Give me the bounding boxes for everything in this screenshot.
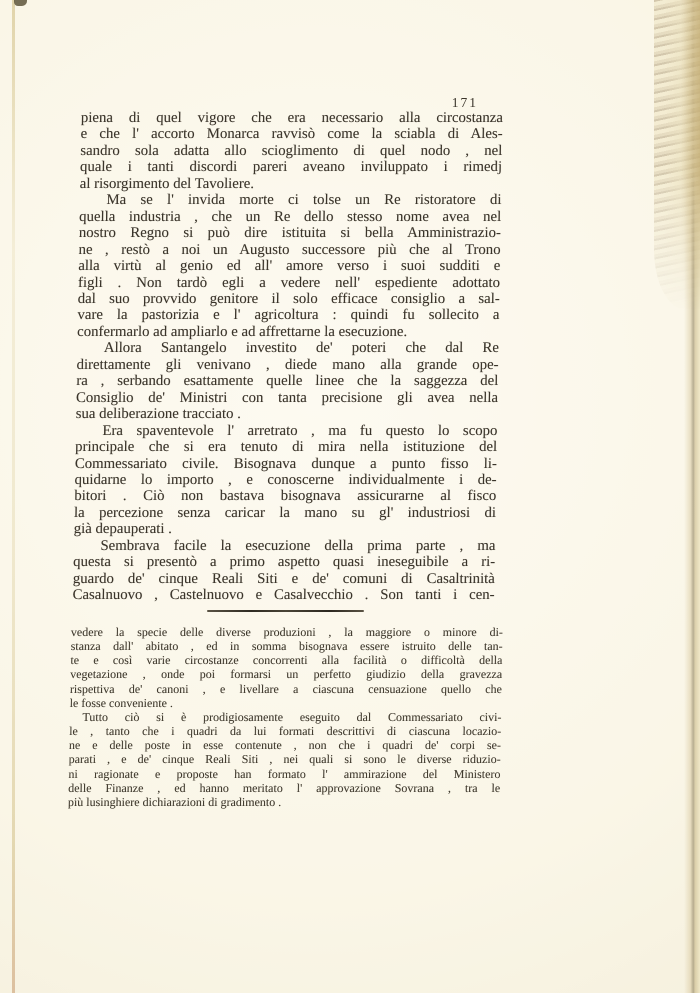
body-text-line: direttamente gli venivano , diede mano alla grande ope- [76, 356, 499, 373]
footnote-text-line: parati , e de' cinque Reali Siti , nei quali si sono le diverse riduzio- [68, 752, 501, 767]
page-curl-texture [654, 0, 700, 310]
body-text-line: guardo de' cinque Reali Siti e de' comuni di Casaltrinità [72, 570, 495, 587]
body-text-line: Casalnuovo , Castelnuovo e Casalvecchio . Son tanti i cen- [72, 587, 495, 604]
body-text-line: figli . Non tardò egli a vedere nell' espediente adottato [77, 274, 501, 291]
body-text-line: questa si presentò a primo aspetto quasi ineseguibile a ri- [72, 554, 496, 571]
body-text-line: dal suo provvido genitore il solo efficace consiglio a sal- [77, 290, 500, 307]
body-text-line: quidarne lo importo , e conoscerne individualmente i de- [74, 471, 497, 488]
footnote-text-line: ni ragionate e proposte han formato l' ammirazione del Ministero [68, 766, 501, 781]
body-text-line: alla virtù al genio ed all' amore verso i suoi sudditi e [78, 258, 501, 275]
body-text-line: la percezione senza caricar la mano su gl' industriosi di [73, 504, 497, 521]
scan-corner-mark [14, 0, 27, 6]
body-text-line: nostro Regno si può dire istituita si bella Amministrazio- [78, 225, 501, 242]
body-text-line: Allora Santangelo investito de' poteri che dal Re [103, 340, 499, 357]
body-text-line: quella industria , che un Re dello stesso nome avea nel [78, 208, 502, 225]
footnote-text-line: rispettiva de' canoni , e livellare a ciascuna censuazione quello che [69, 681, 503, 696]
body-text-line: piena di quel vigore che era necessario alla circostanza [80, 110, 504, 126]
body-text-line: Ma se l' invida morte ci tolse un Re ristoratore di [106, 192, 502, 209]
body-text-line: quale i tanti discordi pareri aveano inviluppato i rimedj [79, 159, 503, 176]
footnote-text-line: le fosse conveniente . [69, 695, 174, 710]
footnote-text [68, 625, 503, 809]
footnote-text-line: ne e delle poste in esse contenute , non che i quadri de' corpi se- [68, 738, 502, 753]
page-number: 171 [451, 95, 478, 110]
body-text-line: Era spaventevole l' arretrato , ma fu questo lo scopo [102, 422, 498, 439]
footnote-separator [207, 610, 364, 612]
footnote-text-line: vegetazione , onde poi formarsi un perfetto giudizio della gravezza [70, 667, 503, 682]
body-text-line: ra , serbando esattamente quelle linee che la saggezza del [76, 373, 499, 390]
footnote-text-line: le , tanto che i quadri da lui formati descrittivi di ciascuna locazio- [69, 724, 502, 739]
footnote-text-line: Tutto ciò si è prodigiosamente eseguito dal Commessariato civi- [82, 709, 502, 724]
body-text-line: sandro sola adatta allo scioglimento di quel nodo , nel [80, 142, 503, 159]
footnote-text-line: vedere la specie delle diverse produzioni , la maggiore o minore di- [70, 625, 504, 639]
body-text-line: confermarlo ad ampliarlo e ad affrettarne la esecuzione. [76, 323, 408, 340]
body-text-line: ne , restò a noi un Augusto successore più che al Trono [78, 241, 501, 258]
footnote-text-line: stanza dall' abitato , ed in somma bisognava essere istruito delle tan- [70, 639, 503, 654]
body-text-line: Consiglio de' Ministri con tanta precisione gli avea nella [75, 389, 499, 406]
body-text-line: bitori . Ciò non bastava bisognava assicurarne al fisco [74, 488, 497, 505]
body-text-line: Commessariato civile. Bisognava dunque a punto fisso li- [74, 455, 497, 472]
footnote-text-line: te e così varie circostanze concorrenti alla facilità o difficoltà della [70, 653, 503, 668]
page-gutter-line [12, 0, 15, 993]
body-text-line: già depauperati . [73, 521, 173, 538]
body-text-line: vare la pastorizia e l' agricoltura : quindi fu sollecito a [77, 307, 500, 324]
body-text-line: principale che si era tenuto di mira nella istituzione del [74, 439, 498, 456]
body-text-line: e che l' accorto Monarca ravvisò come la sciabla di Ales- [80, 126, 503, 143]
body-text-line: Sembrava facile la esecuzione della prima parte , ma [100, 537, 496, 554]
body-text-line: sua deliberazione tracciato . [75, 406, 241, 423]
body-text [72, 110, 503, 604]
footnote-text-line: più lusinghiere dichiarazioni di gradimento . [67, 794, 282, 809]
body-text-line: al risorgimento del Tavoliere. [79, 175, 255, 192]
footnote-text-line: delle Finanze , ed hanno meritato l' approvazione Sovrana , tra le [68, 780, 501, 795]
